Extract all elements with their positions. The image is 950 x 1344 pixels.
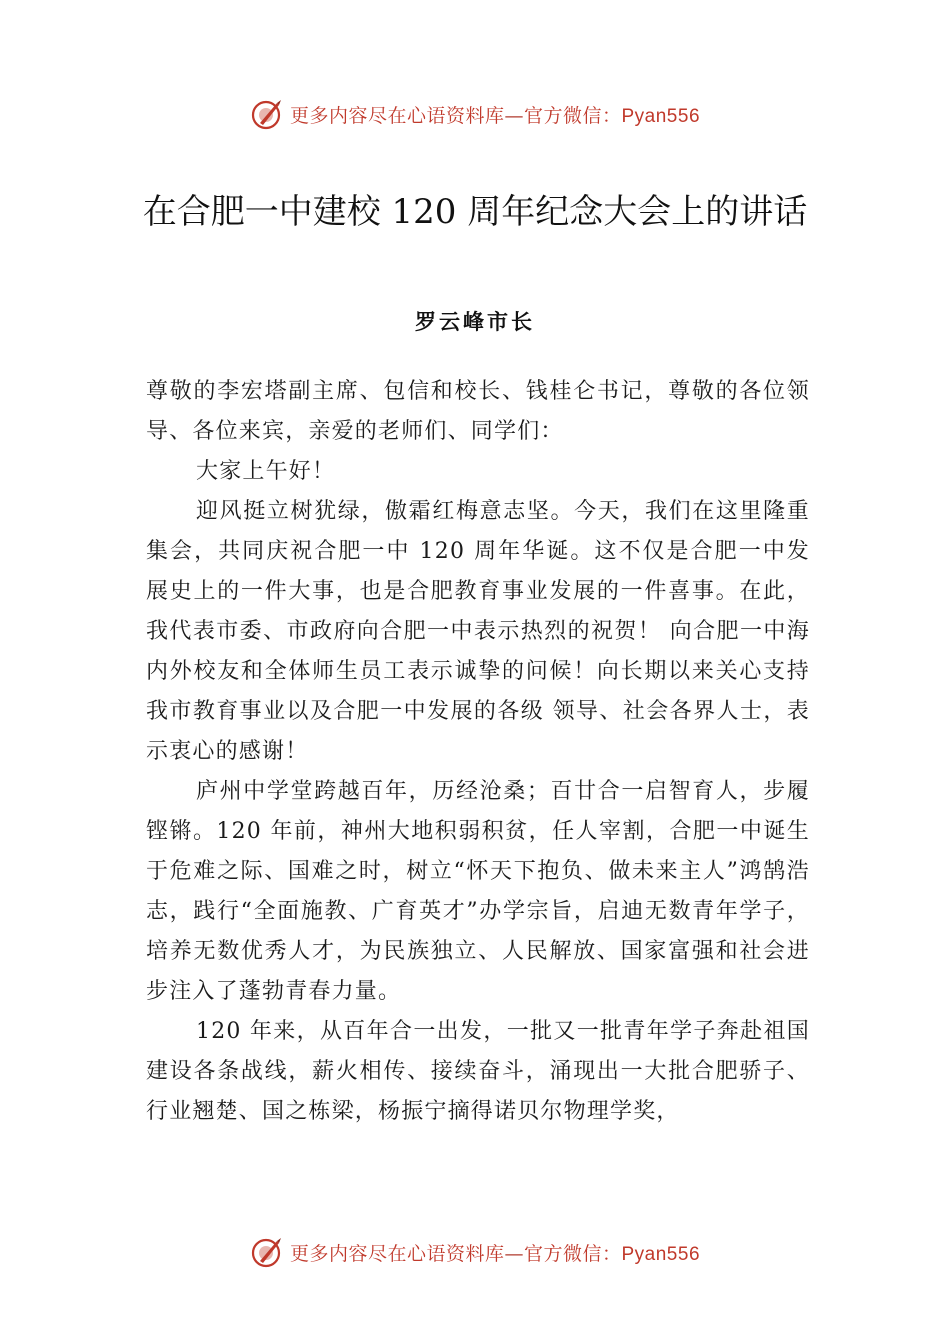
quill-pen-logo-icon <box>250 1235 284 1269</box>
watermark-text <box>290 1239 700 1266</box>
watermark-separator: — <box>504 104 524 127</box>
watermark-wechat-id: Pyan556 <box>621 1243 701 1265</box>
watermark-text <box>290 101 700 128</box>
watermark-site-name: 更多内容尽在心语资料库 <box>289 1242 505 1265</box>
watermark-wechat-label: 官方微信： <box>523 1242 622 1265</box>
document-author: 罗云峰市长 <box>415 309 535 334</box>
document-body <box>146 372 810 1132</box>
greeting-paragraph: 大家上午好！ <box>196 459 336 484</box>
body-paragraph: 120 年来，从百年合一出发，一批又一批青年学子奔赴祖国建设各条战线，薪火相传、接续奋斗，涌现出一大批合肥骄子、行业翘楚、国之栋梁，杨振宁摘得诺贝尔物理学奖， <box>146 1019 810 1124</box>
body-paragraph: 迎风挺立树犹绿，傲霜红梅意志坚。今天，我们在这里隆重集会，共同庆祝合肥一中 120 周年华诞。这不仅是合肥一中发展史上的一件大事，也是合肥教育事业发展的一件喜事。在此，我代表市委、市政府向合肥一中表示热烈的祝贺！ 向合肥一中海内外校友和全体师生员工表示诚挚的问候！向长期以来关心支持我市教育事业以及合肥一中发展的各级 领导、社会各界人士，表示衷心的感谢！ <box>146 499 810 764</box>
watermark-wechat-id: Pyan556 <box>621 105 701 127</box>
document-title: 在合肥一中建校 120 周年纪念大会上的讲话 <box>142 192 808 232</box>
watermark-separator: — <box>504 1242 524 1265</box>
watermark-wechat-label: 官方微信： <box>523 104 622 127</box>
quill-pen-logo-icon <box>250 97 284 131</box>
header-watermark <box>0 94 950 134</box>
body-paragraph: 庐州中学堂跨越百年，历经沧桑；百廿合一启智育人，步履铿锵。120 年前，神州大地积弱积贫，任人宰割，合肥一中诞生于危难之际、国难之时，树立“怀天下抱负、做未来主人”鸿鹄浩志，践行“全面施教、广育英才”办学宗旨，启迪无数青年学子，培养无数优秀人才，为民族独立、人民解放、国家富强和社会进步注入了蓬勃青春力量。 <box>146 779 810 1004</box>
salutation-paragraph: 尊敬的李宏塔副主席、包信和校长、钱桂仑书记，尊敬的各位领导、各位来宾，亲爱的老师们、同学们： <box>146 379 810 444</box>
footer-watermark <box>0 1232 950 1272</box>
watermark-site-name: 更多内容尽在心语资料库 <box>289 104 505 127</box>
